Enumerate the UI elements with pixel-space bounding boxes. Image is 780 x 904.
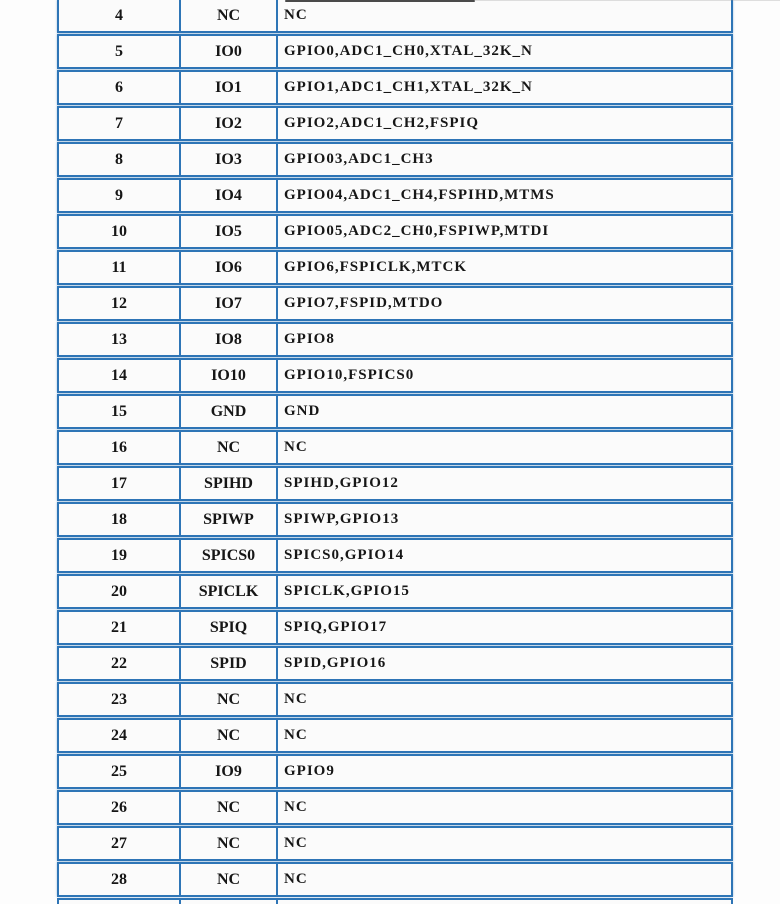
table-row	[57, 358, 733, 393]
pin-number-cell: 27	[111, 834, 127, 852]
table-row	[57, 322, 733, 357]
pin-name-cell: IO10	[179, 360, 276, 391]
pin-name-cell: IO6	[179, 252, 276, 283]
pin-definition-table	[57, 0, 733, 904]
table-row	[57, 610, 733, 645]
table-row	[57, 466, 733, 501]
table-row	[57, 250, 733, 285]
table-row	[57, 538, 733, 573]
pin-function-cell: NC	[276, 720, 731, 751]
table-row	[57, 394, 733, 429]
pin-function-cell: SPICS0,GPIO14	[276, 540, 731, 571]
pin-number-cell: 5	[115, 42, 123, 60]
table-rows-container	[57, 0, 733, 897]
pin-number-cell: 20	[111, 582, 127, 600]
pin-name-cell: NC	[179, 432, 276, 463]
table-row	[57, 286, 733, 321]
pin-function-cell: SPID,GPIO16	[276, 648, 731, 679]
pin-function-cell: GPIO0,ADC1_CH0,XTAL_32K_N	[276, 36, 731, 67]
pin-function-cell	[276, 900, 731, 904]
pin-number-cell: 24	[111, 726, 127, 744]
pin-function-cell: NC	[276, 684, 731, 715]
partial-next-row	[57, 898, 733, 904]
pin-name-cell: IO2	[179, 108, 276, 139]
pin-number-cell: 16	[111, 438, 127, 456]
table-row	[57, 754, 733, 789]
table-row	[57, 502, 733, 537]
table-row	[57, 142, 733, 177]
pin-number-cell: 13	[111, 330, 127, 348]
pin-name-cell: IO0	[179, 36, 276, 67]
pin-number-cell: 8	[115, 150, 123, 168]
pin-name-cell: SPIQ	[179, 612, 276, 643]
pin-function-cell: NC	[276, 432, 731, 463]
pin-number-cell: 10	[111, 222, 127, 240]
pin-function-cell: GPIO2,ADC1_CH2,FSPIQ	[276, 108, 731, 139]
pin-name-cell: IO7	[179, 288, 276, 319]
pin-number-cell: 4	[115, 6, 123, 24]
pin-function-cell: SPIWP,GPIO13	[276, 504, 731, 535]
table-row	[57, 826, 733, 861]
pin-name-cell: NC	[179, 684, 276, 715]
pin-function-cell: SPIHD,GPIO12	[276, 468, 731, 499]
table-row	[57, 106, 733, 141]
clipped-row-remnant	[285, 0, 475, 2]
pin-number-cell: 7	[115, 114, 123, 132]
pin-function-cell: NC	[276, 792, 731, 823]
pin-number-cell: 14	[111, 366, 127, 384]
pin-function-cell: NC	[276, 0, 731, 31]
pin-number-cell: 11	[111, 258, 127, 276]
table-row	[57, 214, 733, 249]
table-row	[57, 682, 733, 717]
pin-name-cell: NC	[179, 720, 276, 751]
pin-name-cell: NC	[179, 828, 276, 859]
pin-name-cell: IO3	[179, 144, 276, 175]
pin-number-cell: 25	[111, 762, 127, 780]
pin-name-cell: SPICS0	[179, 540, 276, 571]
pin-number-cell: 21	[111, 618, 127, 636]
pin-function-cell: SPIQ,GPIO17	[276, 612, 731, 643]
table-row	[57, 178, 733, 213]
pin-name-cell: SPICLK	[179, 576, 276, 607]
pin-name-cell: IO1	[179, 72, 276, 103]
pin-name-cell: NC	[179, 864, 276, 895]
pin-name-cell: SPID	[179, 648, 276, 679]
pin-function-cell: GPIO04,ADC1_CH4,FSPIHD,MTMS	[276, 180, 731, 211]
pin-name-cell: IO8	[179, 324, 276, 355]
table-row	[57, 646, 733, 681]
table-row	[57, 430, 733, 465]
pin-number-cell: 9	[115, 186, 123, 204]
pin-name-cell: SPIWP	[179, 504, 276, 535]
pin-name-cell	[179, 900, 276, 904]
pin-number-cell: 12	[111, 294, 127, 312]
pin-number-cell	[59, 900, 179, 904]
pin-name-cell: NC	[179, 0, 276, 31]
table-row	[57, 862, 733, 897]
pin-number-cell: 28	[111, 870, 127, 888]
pin-number-cell: 22	[111, 654, 127, 672]
table-row	[57, 34, 733, 69]
pin-function-cell: GPIO8	[276, 324, 731, 355]
pin-function-cell: GPIO9	[276, 756, 731, 787]
pin-number-cell: 26	[111, 798, 127, 816]
pin-name-cell: IO4	[179, 180, 276, 211]
pin-function-cell: SPICLK,GPIO15	[276, 576, 731, 607]
pin-function-cell: GPIO1,ADC1_CH1,XTAL_32K_N	[276, 72, 731, 103]
pin-name-cell: IO9	[179, 756, 276, 787]
table-row	[57, 574, 733, 609]
table-row	[57, 0, 733, 33]
pin-function-cell: GPIO7,FSPID,MTDO	[276, 288, 731, 319]
table-row	[57, 718, 733, 753]
pin-function-cell: NC	[276, 828, 731, 859]
pin-function-cell: GND	[276, 396, 731, 427]
pin-number-cell: 18	[111, 510, 127, 528]
pin-number-cell: 17	[111, 474, 127, 492]
pin-name-cell: GND	[179, 396, 276, 427]
pin-function-cell: GPIO10,FSPICS0	[276, 360, 731, 391]
table-row	[57, 790, 733, 825]
pin-number-cell: 19	[111, 546, 127, 564]
pin-function-cell: GPIO05,ADC2_CH0,FSPIWP,MTDI	[276, 216, 731, 247]
pin-function-cell: GPIO03,ADC1_CH3	[276, 144, 731, 175]
pin-function-cell: NC	[276, 864, 731, 895]
pin-number-cell: 23	[111, 690, 127, 708]
pin-function-cell: GPIO6,FSPICLK,MTCK	[276, 252, 731, 283]
pin-name-cell: NC	[179, 792, 276, 823]
pin-number-cell: 6	[115, 78, 123, 96]
table-row	[57, 70, 733, 105]
pin-name-cell: SPIHD	[179, 468, 276, 499]
pin-number-cell: 15	[111, 402, 127, 420]
pin-name-cell: IO5	[179, 216, 276, 247]
